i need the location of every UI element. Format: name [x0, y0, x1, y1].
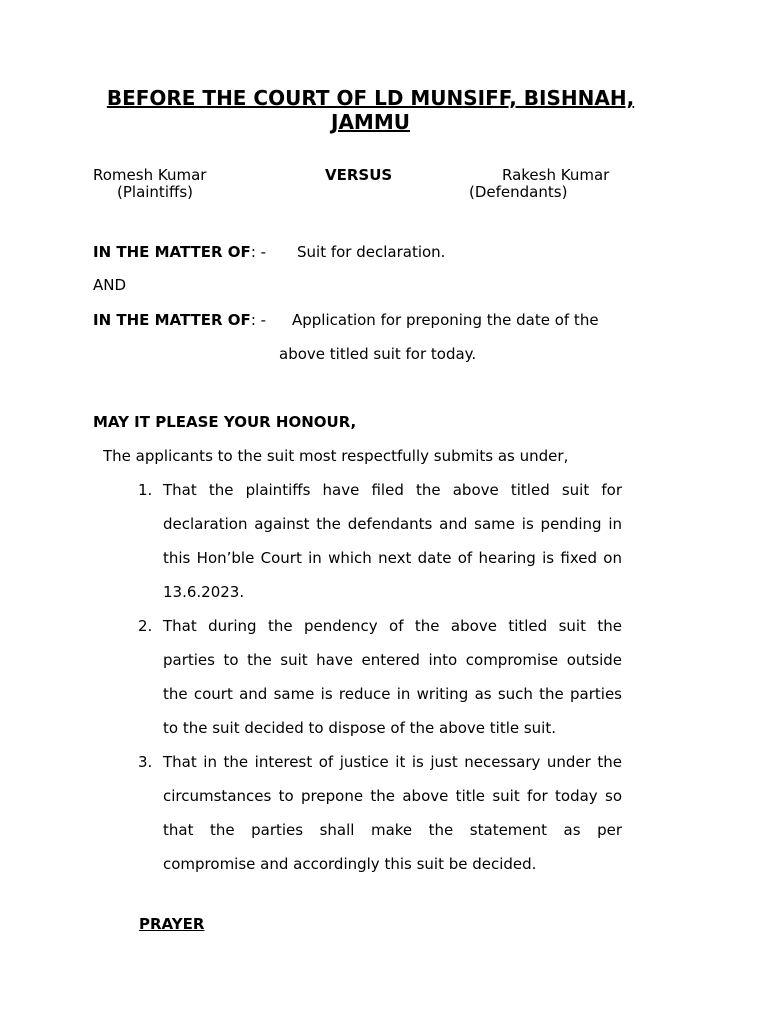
list-item-line: compromise and accordingly this suit be decided. [163, 855, 537, 873]
salutation: MAY IT PLEASE YOUR HONOUR, [93, 413, 357, 431]
matter-2-text-line1: Application for preponing the date of the [292, 311, 599, 329]
matter-of-1 [93, 243, 266, 261]
list-number: 2. [138, 617, 153, 635]
matter-separator: : - [250, 311, 267, 329]
and-text: AND [93, 276, 127, 294]
list-item-line: to the suit decided to dispose of the above title suit. [163, 719, 557, 737]
list-number: 1. [138, 481, 153, 499]
matter-1-text: Suit for declaration. [297, 243, 446, 261]
list-item-line: this Hon’ble Court in which next date of hearing is fixed on [163, 549, 622, 567]
matter-separator: : - [250, 243, 267, 261]
defendant-name: Rakesh Kumar [502, 166, 610, 184]
matter-2-text-line2: above titled suit for today. [279, 345, 477, 363]
list-item-line: declaration against the defendants and same is pending in [163, 515, 622, 533]
list-item [163, 609, 622, 745]
list-item-line: That the plaintiffs have filed the above titled suit for [163, 481, 622, 499]
list-item-line: parties to the suit have entered into compromise outside [163, 651, 622, 669]
court-heading-line2: JAMMU [331, 110, 410, 134]
matter-of-2 [93, 311, 266, 329]
list-item [163, 473, 622, 609]
court-heading-line1: BEFORE THE COURT OF LD MUNSIFF, BISHNAH, [106, 86, 635, 110]
list-item-line: That in the interest of justice it is just necessary under the [163, 753, 622, 771]
list-item-line: 13.6.2023. [163, 583, 245, 601]
matter-label: IN THE MATTER OF [93, 243, 251, 261]
intro-text: The applicants to the suit most respectfully submits as under, [103, 447, 569, 465]
list-item-line: the court and same is reduce in writing as such the parties [163, 685, 622, 703]
plaintiff-name: Romesh Kumar [93, 166, 207, 184]
defendant-role: (Defendants) [469, 183, 568, 201]
matter-label: IN THE MATTER OF [93, 311, 251, 329]
plaintiff-role: (Plaintiffs) [117, 183, 193, 201]
list-item-line: That during the pendency of the above titled suit the [163, 617, 622, 635]
list-item-line: circumstances to prepone the above title suit for today so [163, 787, 622, 805]
list-number: 3. [138, 753, 153, 771]
list-item [163, 745, 622, 881]
prayer-heading: PRAYER [139, 915, 205, 933]
versus-label: VERSUS [325, 166, 393, 184]
list-item-line: that the parties shall make the statement as per [163, 821, 622, 839]
